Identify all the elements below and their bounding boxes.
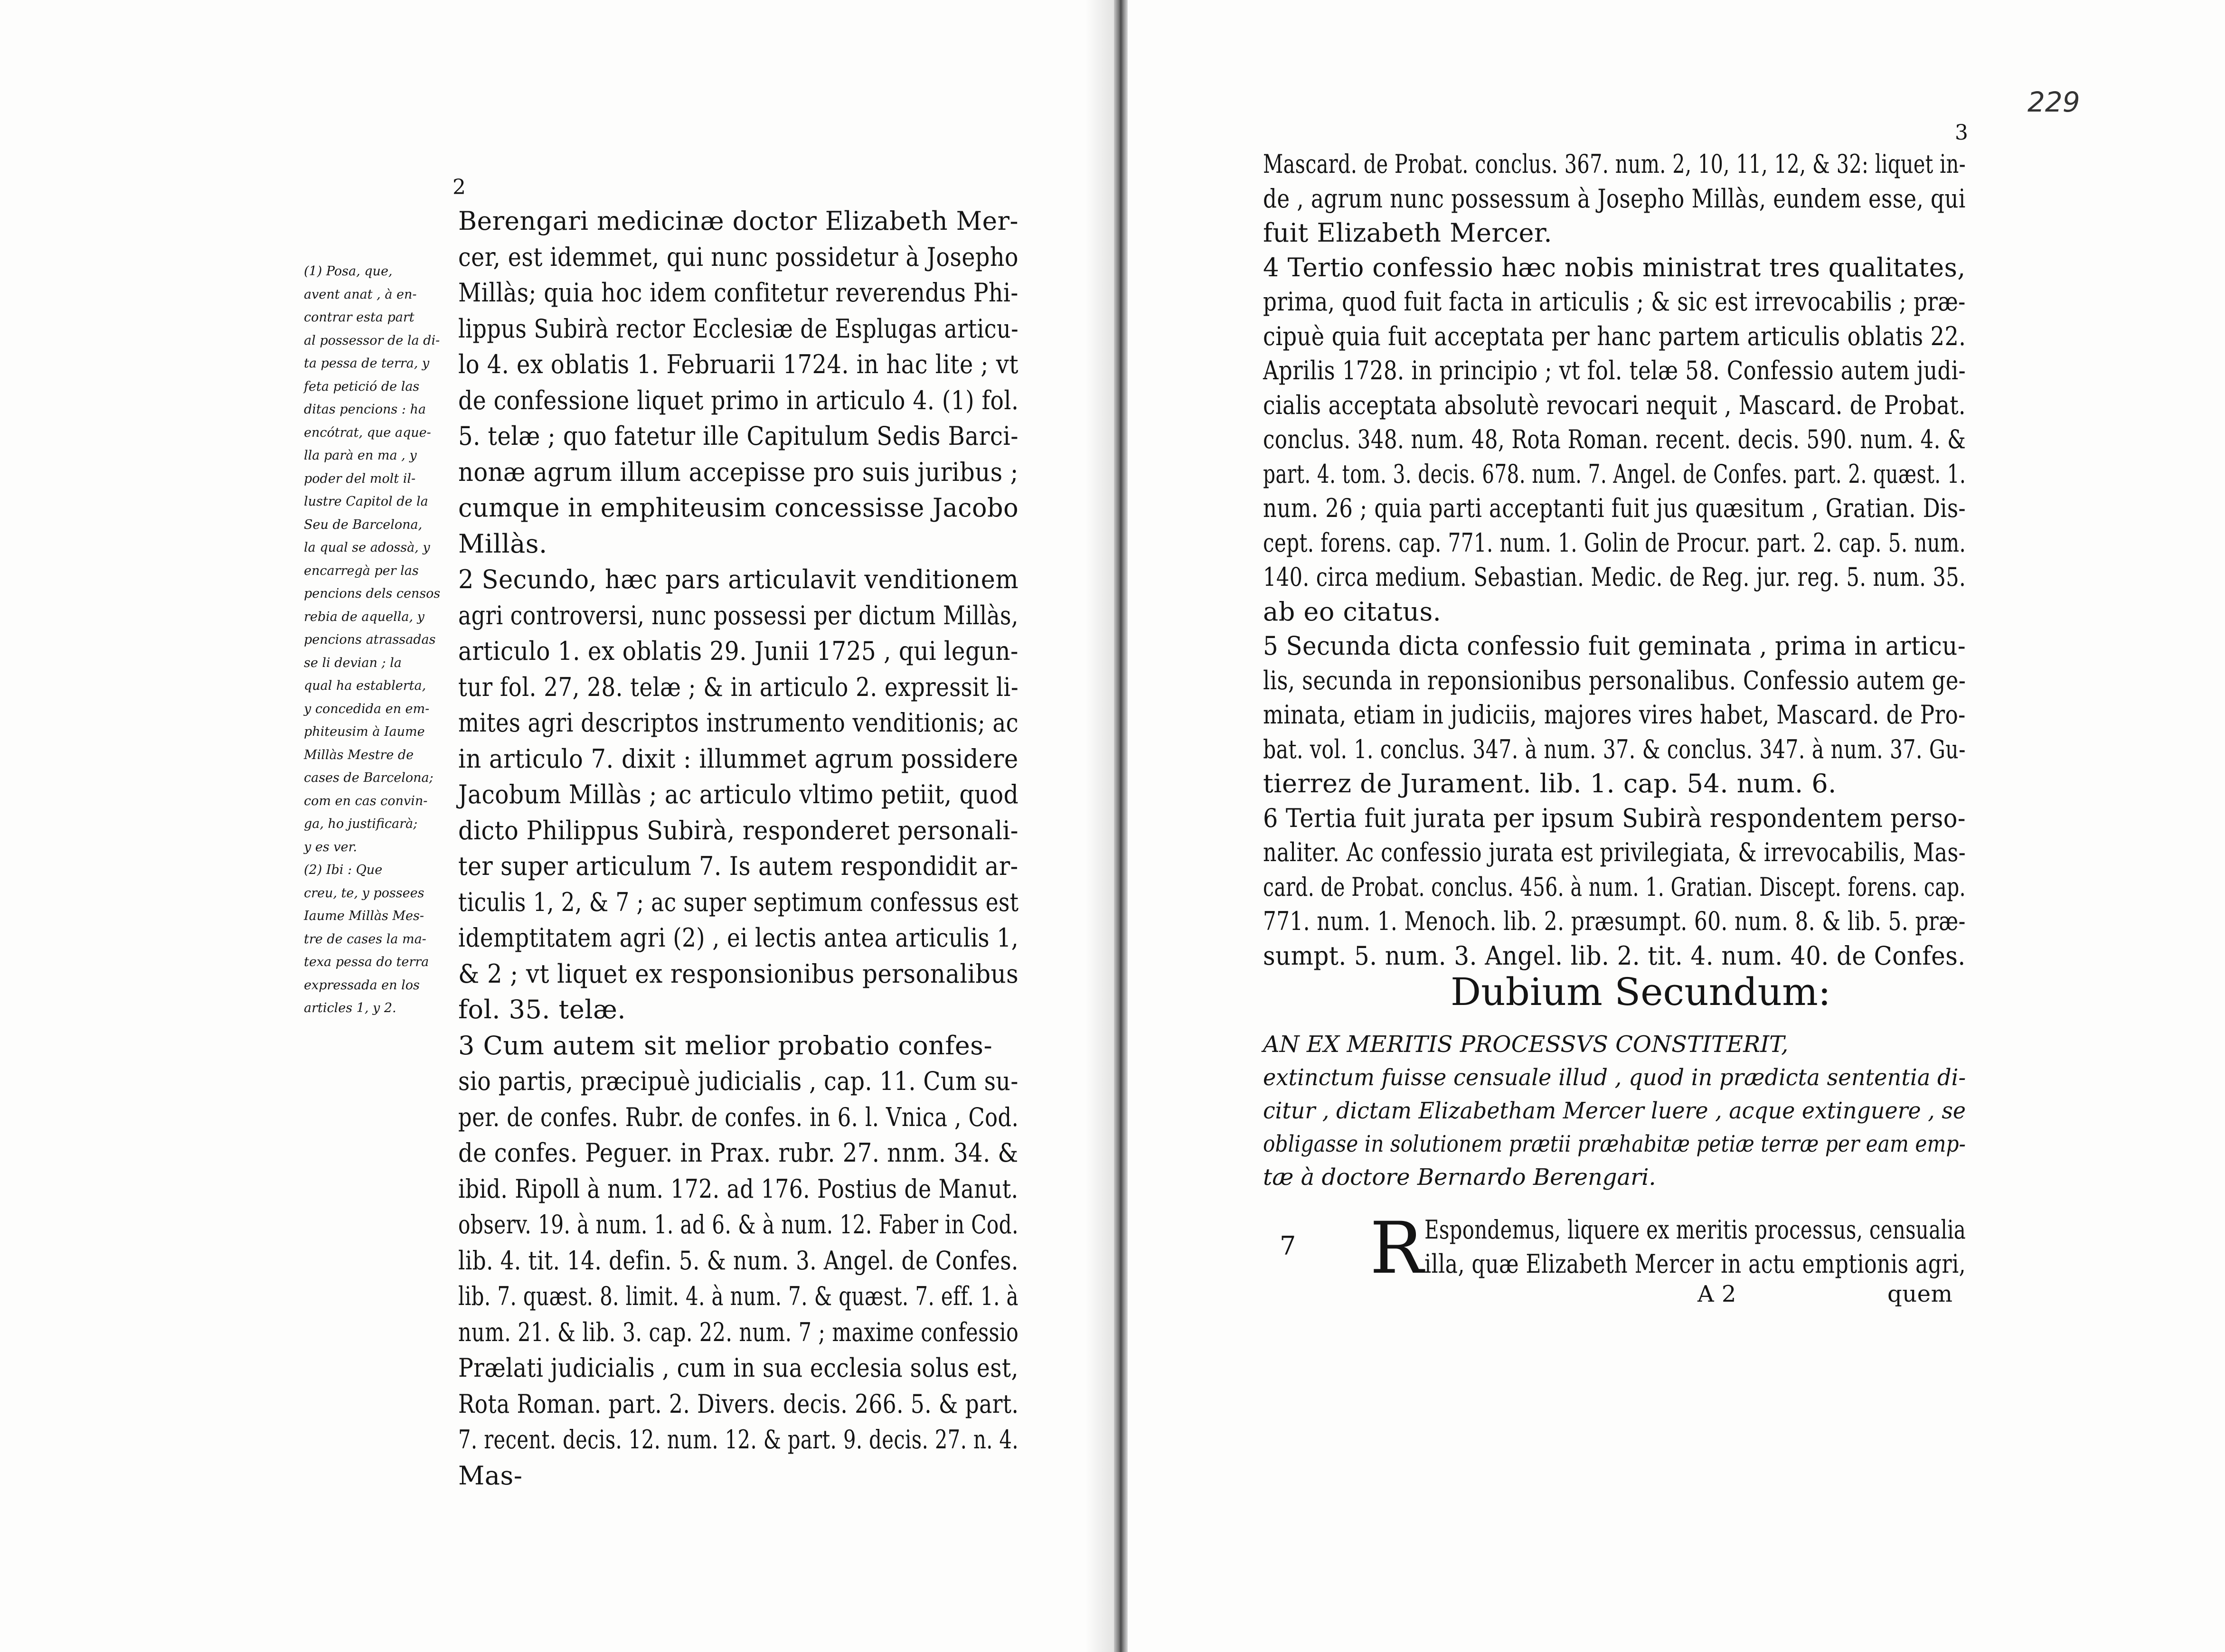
para7-line-2: illa, quæ Elizabeth Mercer in actu emptionis agri, <box>1424 1249 1966 1279</box>
left-text-line-12: agri controversi, nunc possessi per dictum Millàs, <box>458 600 1018 630</box>
right-text-line-16: lis, secunda in reponsionibus personalibus. Confessio autem ge- <box>1263 665 1966 695</box>
right-text-line-18: bat. vol. 1. conclus. 347. à num. 37. & conclus. 347. à num. 37. Gu- <box>1263 734 1966 764</box>
catchword: quem <box>1887 1281 1953 1307</box>
margin-note-line-29: Iaume Millàs Mes- <box>304 909 424 923</box>
margin-note-line-24: com en cas convin- <box>304 793 428 808</box>
left-text-line-6: de confessione liquet primo in articulo 4. (1) fol. <box>458 385 1019 415</box>
margin-note-line-10: poder del molt il- <box>304 471 416 486</box>
left-text-line-30: lib. 4. tit. 14. defin. 5. & num. 3. Angel. de Confes. <box>458 1245 1018 1276</box>
left-text-line-4: lippus Subirà rector Ecclesiæ de Esplugas articu- <box>458 313 1019 344</box>
right-text-line-7: Aprilis 1728. in principio ; vt fol. telæ 58. Confessio autem judi- <box>1263 356 1966 385</box>
left-text-line-14: tur fol. 27, 28. telæ ; & in articulo 2. expressit li- <box>458 672 1019 702</box>
left-text-line-26: per. de confes. Rubr. de confes. in 6. l. Vnica , Cod. <box>458 1102 1019 1132</box>
left-text-line-25: sio partis, præcipuè judicialis , cap. 11. Cum su- <box>458 1066 1018 1096</box>
right-text-line-23: 771. num. 1. Menoch. lib. 2. præsumpt. 60. num. 8. & lib. 5. præ- <box>1263 906 1966 936</box>
right-text-line-19: tierrez de Jurament. lib. 1. cap. 54. num. 6. <box>1263 769 1837 798</box>
margin-note-line-6: feta petició de las <box>304 379 420 394</box>
margin-note-line-15: pencions dels censos <box>304 586 441 601</box>
right-text-line-1: Mascard. de Probat. conclus. 367. num. 2, 10, 11, 12, & 32: liquet in- <box>1263 149 1966 179</box>
left-text-line-3: Millàs; quia hoc idem confitetur reverendus Phi- <box>458 278 1018 308</box>
right-text-line-6: cipuè quia fuit acceptata per hanc partem articulis oblatis 22. <box>1263 321 1966 351</box>
margin-note-line-16: rebia de aquella, y <box>304 609 424 624</box>
left-page-number: 2 <box>453 175 466 199</box>
left-text-line-15: mites agri descriptos instrumento venditionis; ac <box>458 708 1019 738</box>
right-text-line-24: sumpt. 5. num. 3. Angel. lib. 2. tit. 4. num. 40. de Confes. <box>1263 940 1966 971</box>
right-text-line-17: minata, etiam in judiciis, majores vires habet, Mascard. de Pro- <box>1263 700 1966 730</box>
question-line-4: obligasse in solutionem prætii præhabitæ petiæ terræ per eam emp- <box>1263 1131 1966 1157</box>
right-text-line-22: card. de Probat. conclus. 456. à num. 1. Gratian. Discept. forens. cap. <box>1263 872 1966 902</box>
left-text-line-29: observ. 19. à num. 1. ad 6. & à num. 12. Faber in Cod. <box>458 1210 1018 1239</box>
right-text-line-15: 5 Secunda dicta confessio fuit geminata , prima in articu- <box>1263 631 1966 661</box>
right-text-line-10: part. 4. tom. 3. decis. 678. num. 7. Angel. de Confes. part. 2. quæst. 1. <box>1263 459 1966 489</box>
left-text-line-22: & 2 ; vt liquet ex responsionibus personalibus <box>458 958 1019 989</box>
book-gutter <box>1114 0 1128 1652</box>
left-text-line-9: cumque in emphiteusim concessisse Jacobo <box>458 493 1019 523</box>
section-heading: Dubium Secundum: <box>1451 970 1831 1014</box>
right-text-line-3: fuit Elizabeth Mercer. <box>1263 218 1552 248</box>
left-text-line-19: ter super articulum 7. Is autem respondidit ar- <box>458 851 1018 881</box>
margin-note-line-8: encótrat, que aque- <box>304 425 431 440</box>
margin-note-line-12: Seu de Barcelona, <box>304 517 423 532</box>
right-text-line-21: naliter. Ac confessio jurata est privilegiata, & irrevocabilis, Mas- <box>1263 837 1966 867</box>
margin-note-line-13: la qual se adossà, y <box>304 540 430 555</box>
right-text-line-8: cialis acceptata absolutè revocari nequit , Mascard. de Probat. <box>1263 390 1966 420</box>
margin-note-line-5: ta pessa de terra, y <box>304 356 430 371</box>
margin-note-line-31: texa pessa do terra <box>304 955 429 969</box>
right-text-line-5: prima, quod fuit facta in articulis ; & sic est irrevocabilis ; præ- <box>1263 287 1966 317</box>
left-text-line-35: 7. recent. decis. 12. num. 12. & part. 9. decis. 27. n. 4. <box>458 1425 1019 1455</box>
margin-note-line-17: pencions atrassadas <box>304 632 436 647</box>
left-text-line-16: in articulo 7. dixit : illummet agrum possidere <box>458 743 1018 774</box>
margin-note-line-21: phiteusim à Iaume <box>304 724 425 739</box>
margin-note-line-7: ditas pencions : ha <box>304 402 426 417</box>
margin-note-line-18: se li devian ; la <box>304 655 402 670</box>
left-text-line-8: nonæ agrum illum accepisse pro suis juribus ; <box>458 457 1018 487</box>
margin-note-line-11: lustre Capitol de la <box>304 494 428 509</box>
left-text-line-2: cer, est idemmet, qui nunc possidetur à Josepho <box>458 242 1019 272</box>
question-line-5: tæ à doctore Bernardo Berengari. <box>1263 1164 1656 1191</box>
para7-number: 7 <box>1280 1231 1296 1261</box>
margin-note-line-4: al possessor de la di- <box>304 333 440 348</box>
left-text-line-27: de confes. Peguer. in Prax. rubr. 27. nnm. 34. & <box>458 1138 1018 1168</box>
margin-note-line-23: cases de Barcelona; <box>304 770 434 785</box>
right-text-line-2: de , agrum nunc possessum à Josepho Millàs, eundem esse, qui <box>1263 183 1966 214</box>
margin-note-line-25: ga, ho justificarà; <box>304 817 418 831</box>
left-text-line-21: idemptitatem agri (2) , ei lectis antea articulis 1, <box>458 923 1019 953</box>
right-text-line-4: 4 Tertio confessio hæc nobis ministrat tres qualitates, <box>1263 252 1966 282</box>
right-page <box>1128 0 2225 1652</box>
right-text-line-9: conclus. 348. num. 48, Rota Roman. recent. decis. 590. num. 4. & <box>1263 424 1966 454</box>
margin-note-line-33: articles 1, y 2. <box>304 1001 396 1015</box>
margin-note-line-27: (2) Ibi : Que <box>304 863 383 877</box>
question-line-1: AN EX MERITIS PROCESSVS CONSTITERIT, <box>1263 1031 1789 1058</box>
margin-note-line-2: avent anat , à en- <box>304 287 417 302</box>
left-text-line-11: 2 Secundo, hæc pars articulavit venditionem <box>458 564 1019 594</box>
left-text-line-28: ibid. Ripoll à num. 172. ad 176. Postius de Manut. <box>458 1173 1018 1204</box>
signature-mark: A 2 <box>1697 1281 1736 1307</box>
left-text-line-31: lib. 7. quæst. 8. limit. 4. à num. 7. & quæst. 7. eff. 1. à <box>458 1281 1018 1311</box>
right-text-line-12: cept. forens. cap. 771. num. 1. Golin de Procur. part. 2. cap. 5. num. <box>1263 527 1966 558</box>
question-line-2: extinctum fuisse censuale illud , quod in prædicta sententia di- <box>1263 1064 1966 1091</box>
margin-note-line-3: contrar esta part <box>304 310 415 325</box>
left-text-line-33: Prælati judicialis , cum in sua ecclesia solus est, <box>458 1353 1018 1383</box>
left-text-line-23: fol. 35. telæ. <box>458 995 626 1024</box>
left-text-line-32: num. 21. & lib. 3. cap. 22. num. 7 ; maxime confessio <box>458 1317 1019 1347</box>
margin-note-line-20: y concedida en em- <box>304 701 430 716</box>
margin-note-line-28: creu, te, y possees <box>304 885 424 901</box>
left-text-line-36: Mas- <box>458 1460 523 1491</box>
margin-note-line-14: encarregà per las <box>304 563 419 578</box>
left-text-line-7: 5. telæ ; quo fatetur ille Capitulum Sedis Barci- <box>458 421 1018 451</box>
left-text-line-24: 3 Cum autem sit melior probatio confes- <box>458 1030 993 1061</box>
margin-note-line-30: tre de cases la ma- <box>304 931 426 947</box>
left-text-line-5: lo 4. ex oblatis 1. Februarii 1724. in hac lite ; vt <box>458 349 1018 379</box>
left-text-line-1: Berengari medicinæ doctor Elizabeth Mer- <box>458 206 1019 236</box>
handwritten-folio-number: 229 <box>2027 86 2080 118</box>
right-page-number: 3 <box>1955 121 1968 145</box>
right-text-line-14: ab eo citatus. <box>1263 596 1442 627</box>
question-line-3: citur , dictam Elizabetham Mercer luere , acque extinguere , se <box>1263 1098 1966 1124</box>
drop-cap-letter: R <box>1370 1207 1424 1290</box>
para7-line-1: Espondemus, liquere ex meritis processus, censualia <box>1424 1215 1966 1245</box>
right-text-line-20: 6 Tertia fuit jurata per ipsum Subirà respondentem perso- <box>1263 803 1966 833</box>
left-text-line-17: Jacobum Millàs ; ac articulo vltimo petiit, quod <box>458 779 1019 809</box>
margin-note-line-32: expressada en los <box>304 977 420 993</box>
margin-note-line-26: y es ver. <box>304 839 358 854</box>
left-text-line-10: Millàs. <box>458 528 547 559</box>
left-text-line-13: articulo 1. ex oblatis 29. Junii 1725 , qui legun- <box>458 636 1018 666</box>
right-text-line-11: num. 26 ; quia parti acceptanti fuit jus quæsitum , Gratian. Dis- <box>1263 493 1966 523</box>
left-text-line-34: Rota Roman. part. 2. Divers. decis. 266. 5. & part. <box>458 1389 1019 1419</box>
left-text-line-18: dicto Philippus Subirà, responderet personali- <box>458 815 1018 845</box>
margin-note-line-19: qual ha establerta, <box>304 678 426 693</box>
left-text-line-20: ticulis 1, 2, & 7 ; ac super septimum confessus est <box>458 887 1019 917</box>
margin-note-line-22: Millàs Mestre de <box>304 747 414 762</box>
margin-note-line-9: lla parà en ma , y <box>304 448 417 463</box>
margin-note-line-1: (1) Posa, que, <box>304 264 393 279</box>
right-text-line-13: 140. circa medium. Sebastian. Medic. de Reg. jur. reg. 5. num. 35. <box>1263 562 1966 592</box>
